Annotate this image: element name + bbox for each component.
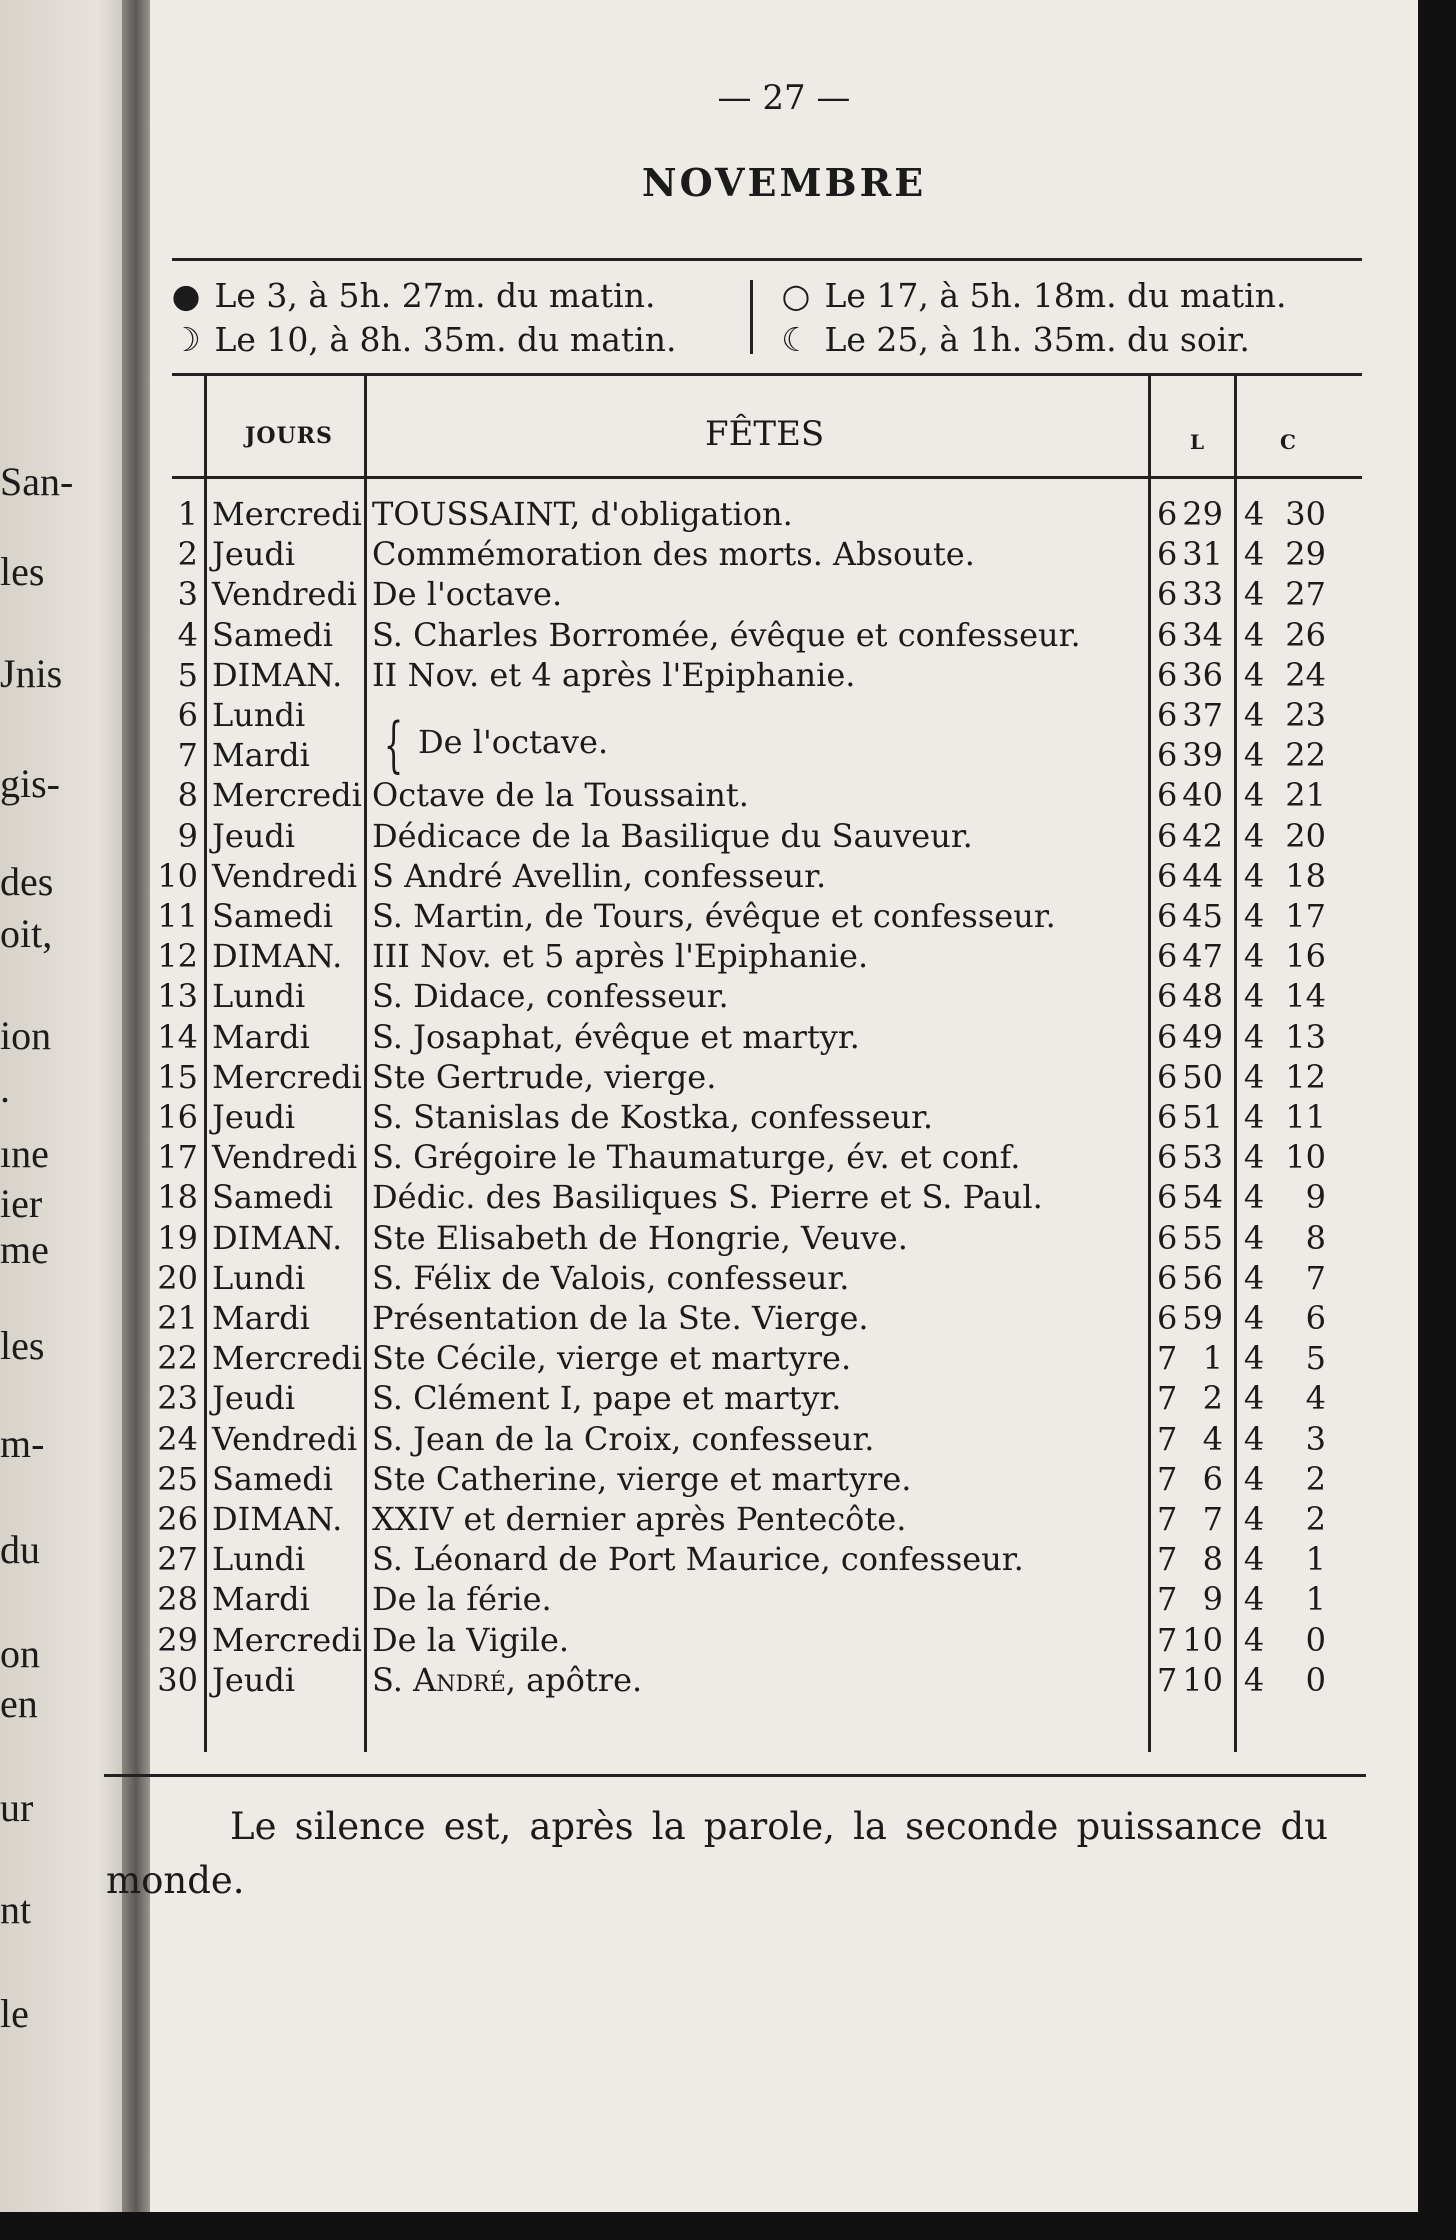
sunrise-hour: 6	[1157, 1178, 1178, 1216]
sunset-hour: 4	[1243, 535, 1265, 573]
feast-name: Octave de la Toussaint.	[372, 776, 749, 814]
table-row	[150, 775, 1418, 815]
sunrise-minute: 45	[1182, 897, 1223, 935]
day-number: 10	[157, 857, 198, 895]
sunset-hour: 4	[1243, 817, 1265, 855]
day-number: 26	[157, 1500, 198, 1538]
weekday: Mercredi	[212, 1621, 362, 1659]
day-number: 7	[177, 736, 198, 774]
table-row	[150, 534, 1418, 574]
feast-name: S. Grégoire le Thaumaturge, év. et conf.	[372, 1138, 1021, 1176]
day-number: 16	[157, 1098, 198, 1136]
weekday: Samedi	[212, 616, 333, 654]
sunrise-hour: 6	[1157, 817, 1178, 855]
sunset-minute: 11	[1285, 1098, 1326, 1136]
phase-divider	[750, 280, 753, 354]
feast-name: De la férie.	[372, 1580, 552, 1618]
moon-phase-line	[778, 318, 1250, 362]
sunrise-minute: 10	[1182, 1621, 1223, 1659]
weekday: DIMAN.	[212, 656, 343, 694]
day-number: 2	[177, 535, 198, 573]
sunset-hour: 4	[1243, 897, 1265, 935]
feast-name: Présentation de la Ste. Vierge.	[372, 1299, 869, 1337]
month-title: NOVEMBRE	[641, 160, 927, 205]
day-number: 27	[157, 1540, 198, 1578]
sunset-hour: 4	[1243, 1500, 1265, 1538]
sunrise-hour: 7	[1157, 1621, 1178, 1659]
sunset-hour: 4	[1243, 616, 1265, 654]
sunset-hour: 4	[1243, 937, 1265, 975]
table-row	[150, 1137, 1418, 1177]
weekday: Mercredi	[212, 1339, 362, 1377]
feast-name: XXIV et dernier après Pentecôte.	[372, 1500, 907, 1538]
sunset-minute: 8	[1305, 1219, 1326, 1257]
feast-name: Ste Catherine, vierge et martyre.	[372, 1460, 912, 1498]
feast-name: Commémoration des morts. Absoute.	[372, 535, 975, 573]
feast-name: Ste Elisabeth de Hongrie, Veuve.	[372, 1219, 908, 1257]
weekday: Jeudi	[212, 1661, 296, 1699]
header-lever: L	[1190, 430, 1205, 454]
sunset-minute: 3	[1305, 1420, 1326, 1458]
feast-name: De l'octave.	[372, 575, 563, 613]
sunrise-hour: 6	[1157, 616, 1178, 654]
table-row	[150, 494, 1418, 534]
table-row	[150, 615, 1418, 655]
moon-phase-text: Le 10, à 8h. 35m. du matin.	[204, 320, 677, 359]
day-number: 13	[157, 977, 198, 1015]
weekday: Lundi	[212, 977, 306, 1015]
sunset-minute: 9	[1305, 1178, 1326, 1216]
day-number: 9	[177, 817, 198, 855]
top-rule	[172, 258, 1362, 261]
octave-brace-label: De l'octave.	[418, 723, 609, 761]
closing-maxim: Le silence est, après la parole, la seconde puissance du monde.	[106, 1805, 1328, 1902]
sunset-hour: 4	[1243, 776, 1265, 814]
sunset-hour: 4	[1243, 736, 1265, 774]
weekday: Jeudi	[212, 1379, 296, 1417]
last-quarter-icon: ☾	[781, 320, 811, 359]
table-row	[150, 1419, 1418, 1459]
table-row	[150, 1338, 1418, 1378]
feast-name: S. Martin, de Tours, évêque et confesseur.	[372, 897, 1056, 935]
sunrise-minute: 54	[1182, 1178, 1223, 1216]
sunrise-minute: 8	[1202, 1540, 1223, 1578]
weekday: Samedi	[212, 897, 333, 935]
sunrise-minute: 33	[1182, 575, 1223, 613]
feast-name: Ste Cécile, vierge et martyre.	[372, 1339, 852, 1377]
table-row	[150, 1097, 1418, 1137]
sunset-minute: 21	[1285, 776, 1326, 814]
table-row	[150, 856, 1418, 896]
sunrise-hour: 6	[1157, 736, 1178, 774]
sunset-hour: 4	[1243, 1420, 1265, 1458]
table-row	[150, 1459, 1418, 1499]
moon-phase-text: Le 3, à 5h. 27m. du matin.	[204, 276, 656, 315]
sunrise-hour: 7	[1157, 1379, 1178, 1417]
sunrise-hour: 6	[1157, 575, 1178, 613]
full-moon-icon: ○	[781, 276, 811, 315]
facing-page-fragment: m-	[0, 1421, 45, 1466]
feast-name: S. Stanislas de Kostka, confesseur.	[372, 1098, 934, 1136]
sunset-hour: 4	[1243, 1299, 1265, 1337]
table-row	[150, 1499, 1418, 1539]
sunrise-hour: 7	[1157, 1460, 1178, 1498]
sunset-hour: 4	[1243, 1259, 1265, 1297]
sunrise-minute: 42	[1182, 817, 1223, 855]
table-row	[150, 655, 1418, 695]
feast-name: II Nov. et 4 après l'Epiphanie.	[372, 656, 856, 694]
sunrise-hour: 7	[1157, 1661, 1178, 1699]
sunset-hour: 4	[1243, 1379, 1265, 1417]
sunrise-hour: 6	[1157, 1138, 1178, 1176]
table-row	[150, 1620, 1418, 1660]
table-row	[150, 1660, 1418, 1700]
sunset-minute: 0	[1305, 1621, 1326, 1659]
weekday: Samedi	[212, 1460, 333, 1498]
sunrise-minute: 1	[1202, 1339, 1223, 1377]
new-moon-icon: ●	[171, 276, 201, 315]
weekday: Mardi	[212, 1299, 310, 1337]
facing-page-fragment: San-	[0, 459, 74, 504]
sunrise-minute: 56	[1182, 1259, 1223, 1297]
weekday: Vendredi	[212, 1138, 358, 1176]
weekday: Mardi	[212, 736, 310, 774]
weekday: Lundi	[212, 696, 306, 734]
sunset-minute: 26	[1285, 616, 1326, 654]
sunset-hour: 4	[1243, 575, 1265, 613]
sunrise-minute: 49	[1182, 1018, 1223, 1056]
feast-name: De la Vigile.	[372, 1621, 570, 1659]
sunset-minute: 18	[1285, 857, 1326, 895]
weekday: Mardi	[212, 1580, 310, 1618]
facing-page-fragment: Jnis	[0, 651, 63, 696]
sunrise-hour: 6	[1157, 1018, 1178, 1056]
feast-name: S André Avellin, confesseur.	[372, 857, 827, 895]
moon-phase-text: Le 25, à 1h. 35m. du soir.	[814, 320, 1250, 359]
feast-name: S. André, apôtre.	[372, 1661, 643, 1699]
day-number: 18	[157, 1178, 198, 1216]
sunrise-hour: 7	[1157, 1500, 1178, 1538]
table-row	[150, 574, 1418, 614]
moon-phase-text: Le 17, à 5h. 18m. du matin.	[814, 276, 1287, 315]
sunset-minute: 7	[1305, 1259, 1326, 1297]
sunset-hour: 4	[1243, 1058, 1265, 1096]
sunset-hour: 4	[1243, 1621, 1265, 1659]
day-number: 22	[157, 1339, 198, 1377]
weekday: Jeudi	[212, 1098, 296, 1136]
sunrise-hour: 6	[1157, 857, 1178, 895]
table-row	[150, 1378, 1418, 1418]
sunrise-minute: 53	[1182, 1138, 1223, 1176]
header-jours: JOURS	[245, 423, 333, 449]
table-row	[150, 1298, 1418, 1338]
weekday: Samedi	[212, 1178, 333, 1216]
header-rule	[172, 476, 1362, 479]
day-number: 28	[157, 1580, 198, 1618]
weekday: Vendredi	[212, 575, 358, 613]
day-number: 11	[157, 897, 198, 935]
day-number: 3	[177, 575, 198, 613]
facing-page-fragment: ur	[0, 1785, 34, 1830]
sunset-minute: 2	[1305, 1500, 1326, 1538]
sunset-hour: 4	[1243, 857, 1265, 895]
day-number: 6	[177, 696, 198, 734]
sunrise-hour: 6	[1157, 696, 1178, 734]
sunrise-minute: 7	[1202, 1500, 1223, 1538]
scan-border-right	[1418, 0, 1456, 2240]
feast-name: S. Charles Borromée, évêque et confesseur.	[372, 616, 1081, 654]
feast-name: TOUSSAINT, d'obligation.	[372, 495, 793, 533]
sunset-hour: 4	[1243, 1098, 1265, 1136]
sunset-minute: 5	[1305, 1339, 1326, 1377]
sunset-hour: 4	[1243, 1339, 1265, 1377]
day-number: 14	[157, 1018, 198, 1056]
weekday: Mercredi	[212, 495, 362, 533]
sunrise-hour: 6	[1157, 1299, 1178, 1337]
sunset-minute: 4	[1305, 1379, 1326, 1417]
header-coucher: C	[1280, 430, 1296, 454]
sunrise-hour: 6	[1157, 1259, 1178, 1297]
weekday: Vendredi	[212, 857, 358, 895]
page-number: — 27 —	[717, 78, 851, 118]
day-number: 30	[157, 1661, 198, 1699]
sunset-minute: 27	[1285, 575, 1326, 613]
sunset-minute: 13	[1285, 1018, 1326, 1056]
sunrise-hour: 6	[1157, 656, 1178, 694]
day-number: 21	[157, 1299, 198, 1337]
sunset-minute: 24	[1285, 656, 1326, 694]
header-fetes: FÊTES	[705, 414, 825, 454]
table-row	[150, 976, 1418, 1016]
weekday: Jeudi	[212, 535, 296, 573]
day-number: 19	[157, 1219, 198, 1257]
feast-name: Dédic. des Basiliques S. Pierre et S. Paul.	[372, 1178, 1043, 1216]
phase-rule	[172, 373, 1362, 376]
sunrise-hour: 6	[1157, 495, 1178, 533]
saint-name-small-caps: André	[413, 1661, 506, 1699]
feast-name: III Nov. et 5 après l'Epiphanie.	[372, 937, 869, 975]
facing-page-fragment: gis-	[0, 761, 60, 806]
feast-name: S. Josaphat, évêque et martyr.	[372, 1018, 860, 1056]
sunset-hour: 4	[1243, 977, 1265, 1015]
table-row	[150, 1017, 1418, 1057]
facing-page-fragment: ier	[0, 1181, 43, 1226]
weekday: Mardi	[212, 1018, 310, 1056]
sunrise-minute: 47	[1182, 937, 1223, 975]
day-number: 29	[157, 1621, 198, 1659]
sunrise-minute: 51	[1182, 1098, 1223, 1136]
sunrise-hour: 7	[1157, 1540, 1178, 1578]
sunset-hour: 4	[1243, 656, 1265, 694]
day-number: 17	[157, 1138, 198, 1176]
table-row	[150, 1218, 1418, 1258]
sunrise-hour: 7	[1157, 1580, 1178, 1618]
day-number: 12	[157, 937, 198, 975]
first-quarter-icon: ☽	[171, 320, 201, 359]
table-row	[150, 936, 1418, 976]
sunrise-minute: 44	[1182, 857, 1223, 895]
feast-name: Dédicace de la Basilique du Sauveur.	[372, 817, 973, 855]
table-row	[150, 1539, 1418, 1579]
scan-border-bottom	[0, 2212, 1456, 2240]
sunrise-minute: 55	[1182, 1219, 1223, 1257]
sunset-minute: 12	[1285, 1058, 1326, 1096]
table-row	[150, 1057, 1418, 1097]
sunset-hour: 4	[1243, 1460, 1265, 1498]
sunset-minute: 10	[1285, 1138, 1326, 1176]
sunset-minute: 30	[1285, 495, 1326, 533]
sunrise-minute: 6	[1202, 1460, 1223, 1498]
weekday: Mercredi	[212, 1058, 362, 1096]
sunset-minute: 14	[1285, 977, 1326, 1015]
facing-page-fragment: oit,	[0, 911, 53, 956]
table-row	[150, 816, 1418, 856]
sunrise-hour: 6	[1157, 1098, 1178, 1136]
bottom-rule	[104, 1774, 1366, 1777]
facing-page-fragment: on	[0, 1631, 40, 1676]
weekday: Lundi	[212, 1540, 306, 1578]
sunrise-minute: 59	[1182, 1299, 1223, 1337]
table-row	[150, 1258, 1418, 1298]
facing-page-fragment: ıne	[0, 1131, 49, 1176]
sunset-minute: 6	[1305, 1299, 1326, 1337]
sunrise-minute: 34	[1182, 616, 1223, 654]
sunrise-minute: 36	[1182, 656, 1223, 694]
sunset-hour: 4	[1243, 1661, 1265, 1699]
sunset-minute: 0	[1305, 1661, 1326, 1699]
moon-phase-line	[778, 274, 1286, 318]
weekday: Jeudi	[212, 817, 296, 855]
table-row	[150, 1177, 1418, 1217]
sunrise-hour: 6	[1157, 937, 1178, 975]
sunset-hour: 4	[1243, 1219, 1265, 1257]
facing-page-fragment: ion	[0, 1013, 52, 1058]
sunset-hour: 4	[1243, 1580, 1265, 1618]
day-number: 5	[177, 656, 198, 694]
sunrise-hour: 7	[1157, 1420, 1178, 1458]
weekday: DIMAN.	[212, 1500, 343, 1538]
almanac-page	[106, 0, 1418, 2212]
table-row	[150, 695, 1418, 735]
feast-name: S. Léonard de Port Maurice, confesseur.	[372, 1540, 1024, 1578]
sunrise-minute: 10	[1182, 1661, 1223, 1699]
sunrise-minute: 4	[1202, 1420, 1223, 1458]
sunset-hour: 4	[1243, 1540, 1265, 1578]
facing-page-fragment: .	[0, 1066, 10, 1111]
weekday: DIMAN.	[212, 937, 343, 975]
facing-page-fragment: des	[0, 859, 54, 904]
sunrise-minute: 39	[1182, 736, 1223, 774]
day-number: 24	[157, 1420, 198, 1458]
moon-phase-line	[168, 318, 676, 362]
sunset-hour: 4	[1243, 495, 1265, 533]
day-number: 15	[157, 1058, 198, 1096]
sunrise-minute: 50	[1182, 1058, 1223, 1096]
sunrise-hour: 6	[1157, 1219, 1178, 1257]
feast-name: S. Didace, confesseur.	[372, 977, 729, 1015]
sunset-hour: 4	[1243, 1018, 1265, 1056]
sunset-hour: 4	[1243, 1178, 1265, 1216]
sunrise-minute: 2	[1202, 1379, 1223, 1417]
sunrise-hour: 6	[1157, 776, 1178, 814]
weekday: DIMAN.	[212, 1219, 343, 1257]
sunset-minute: 29	[1285, 535, 1326, 573]
sunset-minute: 22	[1285, 736, 1326, 774]
moon-phase-line	[168, 274, 655, 318]
sunrise-minute: 31	[1182, 535, 1223, 573]
sunrise-minute: 40	[1182, 776, 1223, 814]
facing-page-fragment: me	[0, 1227, 49, 1272]
feast-name: S. Jean de la Croix, confesseur.	[372, 1420, 875, 1458]
day-number: 8	[177, 776, 198, 814]
sunrise-hour: 6	[1157, 535, 1178, 573]
sunset-minute: 16	[1285, 937, 1326, 975]
facing-page-fragment: le	[0, 1991, 29, 2036]
sunrise-hour: 6	[1157, 977, 1178, 1015]
sunrise-minute: 9	[1202, 1580, 1223, 1618]
table-row	[150, 1579, 1418, 1619]
table-row	[150, 896, 1418, 936]
sunrise-hour: 7	[1157, 1339, 1178, 1377]
sunset-minute: 20	[1285, 817, 1326, 855]
facing-page-fragment: du	[0, 1527, 40, 1572]
day-number: 4	[177, 616, 198, 654]
sunrise-hour: 6	[1157, 1058, 1178, 1096]
facing-page-fragment: les	[0, 549, 45, 594]
feast-name: S. Félix de Valois, confesseur.	[372, 1259, 850, 1297]
sunrise-minute: 29	[1182, 495, 1223, 533]
octave-brace-icon: {	[384, 710, 404, 780]
sunset-minute: 1	[1305, 1580, 1326, 1618]
weekday: Vendredi	[212, 1420, 358, 1458]
facing-page-fragment: nt	[0, 1887, 32, 1932]
day-number: 1	[177, 495, 198, 533]
weekday: Lundi	[212, 1259, 306, 1297]
sunset-minute: 2	[1305, 1460, 1326, 1498]
facing-page-fragment: en	[0, 1681, 38, 1726]
feast-name: Ste Gertrude, vierge.	[372, 1058, 717, 1096]
sunrise-minute: 37	[1182, 696, 1223, 734]
sunset-hour: 4	[1243, 1138, 1265, 1176]
sunset-minute: 23	[1285, 696, 1326, 734]
sunrise-minute: 48	[1182, 977, 1223, 1015]
sunset-hour: 4	[1243, 696, 1265, 734]
day-number: 23	[157, 1379, 198, 1417]
day-number: 25	[157, 1460, 198, 1498]
weekday: Mercredi	[212, 776, 362, 814]
sunrise-hour: 6	[1157, 897, 1178, 935]
feast-name: S. Clément I, pape et martyr.	[372, 1379, 842, 1417]
sunset-minute: 1	[1305, 1540, 1326, 1578]
day-number: 20	[157, 1259, 198, 1297]
table-row	[150, 735, 1418, 775]
facing-page-fragment: les	[0, 1323, 45, 1368]
sunset-minute: 17	[1285, 897, 1326, 935]
